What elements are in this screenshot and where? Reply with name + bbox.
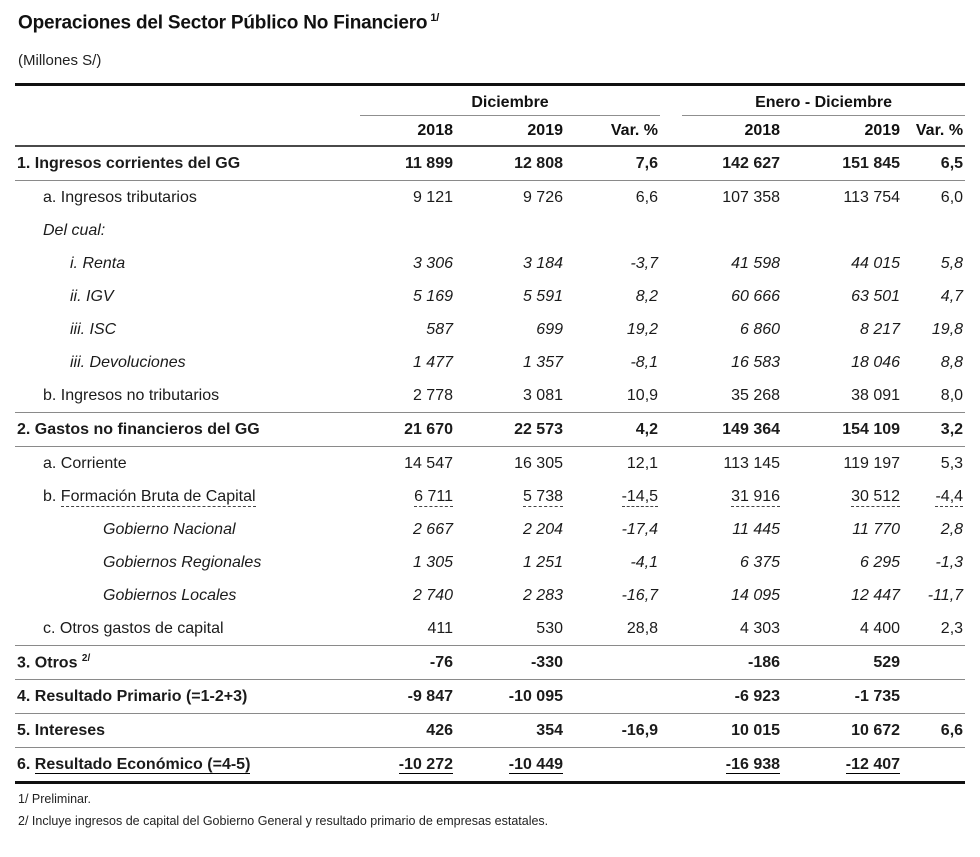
row-label: iii. Devoluciones (70, 353, 186, 371)
cell-d2019: 2 204 (522, 520, 563, 538)
table-row (15, 714, 965, 748)
cell-dvar (565, 214, 660, 247)
table-row (15, 513, 965, 546)
column-gap (660, 280, 682, 313)
cell-dvar (565, 748, 660, 783)
row-label: iii. ISC (70, 320, 117, 338)
cell-d2018: 9 121 (412, 188, 453, 206)
cell-d2018: 5 169 (412, 287, 453, 305)
footnotes (18, 792, 965, 828)
cell-d2019: -330 (455, 646, 565, 680)
cell-evar: 6,0 (940, 188, 964, 206)
cell-evar: 5,3 (940, 454, 964, 472)
cell-e2019: 8 217 (859, 320, 901, 338)
cell-e2019: 44 015 (851, 254, 901, 272)
cell-d2018: 2 667 (412, 520, 453, 538)
column-gap (660, 714, 682, 748)
cell-d2018: -76 (360, 646, 455, 680)
column-gap (660, 116, 682, 147)
table-row (15, 146, 965, 181)
cell-d2019: -10 095 (455, 680, 565, 714)
cell-d2018: 1 305 (412, 553, 453, 571)
cell-e2019: 18 046 (851, 353, 901, 371)
row-label: a. Ingresos tributarios (43, 188, 197, 206)
column-gap (660, 748, 682, 783)
cell-d2019: 1 357 (522, 353, 563, 371)
fiscal-operations-table (15, 83, 965, 784)
row-label: Gobiernos Regionales (103, 553, 262, 571)
column-gap (660, 447, 682, 481)
cell-evar: 8,8 (940, 353, 964, 371)
column-gap (660, 546, 682, 579)
row-label: c. Otros gastos de capital (15, 612, 360, 646)
cell-d2019: -10 449 (508, 755, 563, 773)
cell-e2019: 529 (782, 646, 902, 680)
column-gap (660, 646, 682, 680)
row-label: 1. Ingresos corrientes del GG (15, 146, 360, 181)
column-gap (660, 146, 682, 181)
cell-d2018 (360, 214, 455, 247)
cell-d2019: 5 591 (522, 287, 563, 305)
cell-evar: 3,2 (902, 413, 965, 447)
cell-d2019: 5 738 (522, 487, 563, 505)
column-gap (660, 413, 682, 447)
cell-d2018: -10 272 (398, 755, 453, 773)
column-group-row (15, 85, 965, 116)
row-label: Gobiernos Locales (103, 586, 237, 604)
cell-e2018 (682, 214, 782, 247)
cell-dvar: 7,6 (565, 146, 660, 181)
cell-e2018: -16 938 (725, 755, 781, 773)
cell-e2019: 119 197 (843, 454, 901, 472)
cell-e2019: -1 735 (782, 680, 902, 714)
col-header-ed-2018: 2018 (682, 116, 782, 147)
table-body (15, 146, 965, 783)
cell-dvar: 28,8 (565, 612, 660, 646)
footnote-ref: 2/ (81, 653, 91, 665)
column-gap (660, 513, 682, 546)
column-years-row (15, 116, 965, 147)
column-gap (660, 181, 682, 215)
footnote-1: 1/ Preliminar. (18, 792, 91, 807)
table-row (15, 680, 965, 714)
table-row (15, 546, 965, 579)
cell-evar: 5,8 (940, 254, 964, 272)
cell-d2019: 3 081 (455, 379, 565, 413)
cell-e2018: 16 583 (731, 353, 781, 371)
cell-evar: -1,3 (935, 553, 964, 571)
column-gap (660, 680, 682, 714)
cell-e2018: 6 860 (739, 320, 781, 338)
column-gap (660, 85, 682, 116)
table-row (15, 413, 965, 447)
cell-e2018: 6 375 (739, 553, 781, 571)
cell-e2019: 30 512 (851, 487, 901, 505)
cell-d2018: 6 711 (414, 487, 453, 505)
cell-evar: -4,4 (935, 487, 964, 505)
row-label: 4. Resultado Primario (=1-2+3) (15, 680, 360, 714)
cell-e2019: 4 400 (782, 612, 902, 646)
row-label: 5. Intereses (15, 714, 360, 748)
cell-evar (902, 646, 965, 680)
cell-d2019: 9 726 (522, 188, 563, 206)
empty-header-cell (15, 116, 360, 147)
cell-d2019: 530 (455, 612, 565, 646)
column-gap (660, 612, 682, 646)
cell-d2018: 2 778 (360, 379, 455, 413)
column-gap (660, 313, 682, 346)
row-label: 6. Resultado Económico (=4-5) (17, 755, 251, 773)
cell-d2018: 2 740 (412, 586, 453, 604)
cell-d2019: 1 251 (522, 553, 563, 571)
cell-d2019 (455, 214, 565, 247)
cell-d2018: 14 547 (404, 454, 453, 472)
cell-e2018: 35 268 (682, 379, 782, 413)
cell-dvar: 6,6 (635, 188, 659, 206)
cell-evar (902, 214, 965, 247)
cell-evar: 2,3 (902, 612, 965, 646)
cell-evar: 19,8 (931, 320, 964, 338)
cell-e2018: -6 923 (682, 680, 782, 714)
row-label: 3. Otros $^{2/}$ (15, 646, 360, 680)
cell-e2018: 107 358 (722, 188, 781, 206)
cell-dvar: -17,4 (621, 520, 659, 538)
cell-dvar: -16,7 (621, 586, 659, 604)
column-gap (660, 379, 682, 413)
cell-d2019: 22 573 (455, 413, 565, 447)
col-header-dic-var: Var. % (565, 116, 660, 147)
cell-e2019: 113 754 (843, 188, 901, 206)
cell-e2018: 11 445 (732, 520, 781, 538)
cell-d2019: 16 305 (514, 454, 563, 472)
cell-e2019: 10 672 (782, 714, 902, 748)
table-row (15, 646, 965, 680)
cell-evar: 4,7 (940, 287, 964, 305)
title-footnote-ref: 1/ (430, 12, 440, 24)
table-row (15, 612, 965, 646)
cell-e2019: 151 845 (782, 146, 902, 181)
table-row (15, 214, 965, 247)
cell-evar: 6,6 (902, 714, 965, 748)
cell-e2019: -12 407 (845, 755, 901, 773)
cell-e2018: 60 666 (731, 287, 781, 305)
cell-dvar: -14,5 (621, 487, 659, 505)
cell-evar: 2,8 (940, 520, 964, 538)
column-gap (660, 214, 682, 247)
cell-d2018: 21 670 (360, 413, 455, 447)
cell-dvar: 12,1 (626, 454, 659, 472)
cell-evar (902, 748, 965, 783)
row-label: Gobierno Nacional (103, 520, 236, 538)
cell-e2018: 113 145 (723, 454, 781, 472)
row-label: ii. IGV (70, 287, 114, 305)
cell-dvar: -8,1 (630, 353, 659, 371)
cell-e2018: 149 364 (682, 413, 782, 447)
table-row (15, 480, 965, 513)
cell-d2018: 11 899 (360, 146, 455, 181)
units-label: (Millones S/) (18, 52, 102, 70)
cell-e2019: 38 091 (782, 379, 902, 413)
cell-d2018: 426 (360, 714, 455, 748)
table-row (15, 313, 965, 346)
cell-dvar (565, 646, 660, 680)
row-label: 2. Gastos no financieros del GG (15, 413, 360, 447)
cell-e2019: 6 295 (859, 553, 901, 571)
cell-dvar (565, 680, 660, 714)
table-row (15, 346, 965, 379)
cell-e2019 (782, 214, 902, 247)
page-title (18, 12, 965, 34)
cell-e2018: 4 303 (682, 612, 782, 646)
cell-d2018: 587 (426, 320, 453, 338)
footnote-2: 2/ Incluye ingresos de capital del Gobierno General y resultado primario de empresas estatales. (18, 814, 549, 829)
col-header-ed-var: Var. % (902, 116, 965, 147)
cell-d2018: 3 306 (412, 254, 453, 272)
column-group-enero-diciembre: Enero - Diciembre (682, 85, 965, 116)
table-row (15, 181, 965, 215)
cell-dvar: -3,7 (630, 254, 659, 272)
cell-evar (902, 680, 965, 714)
row-label: i. Renta (70, 254, 126, 272)
cell-e2019: 63 501 (851, 287, 901, 305)
table-row (15, 579, 965, 612)
cell-dvar: 4,2 (565, 413, 660, 447)
row-label: b. Formación Bruta de Capital (43, 487, 256, 505)
cell-dvar: -4,1 (630, 553, 659, 571)
page-title-text: Operaciones del Sector Público No Financiero (18, 12, 428, 34)
cell-dvar: -16,9 (565, 714, 660, 748)
cell-d2019: 699 (536, 320, 563, 338)
cell-e2018: 10 015 (682, 714, 782, 748)
cell-evar: 6,5 (902, 146, 965, 181)
cell-e2019: 11 770 (852, 520, 901, 538)
cell-e2018: 31 916 (731, 487, 781, 505)
table-row (15, 247, 965, 280)
cell-d2018: 1 477 (412, 353, 453, 371)
row-label: a. Corriente (43, 454, 127, 472)
cell-d2019: 354 (455, 714, 565, 748)
cell-dvar: 19,2 (626, 320, 659, 338)
column-gap (660, 579, 682, 612)
cell-e2019: 12 447 (851, 586, 901, 604)
cell-d2019: 3 184 (522, 254, 563, 272)
cell-e2018: 14 095 (731, 586, 781, 604)
col-header-ed-2019: 2019 (782, 116, 902, 147)
table-row (15, 447, 965, 481)
cell-d2019: 12 808 (455, 146, 565, 181)
cell-dvar: 10,9 (565, 379, 660, 413)
cell-e2018: 41 598 (731, 254, 781, 272)
cell-d2018: 411 (360, 612, 455, 646)
cell-d2019: 2 283 (522, 586, 563, 604)
col-header-dic-2018: 2018 (360, 116, 455, 147)
cell-dvar: 8,2 (635, 287, 659, 305)
empty-header-cell (15, 85, 360, 116)
col-header-dic-2019: 2019 (455, 116, 565, 147)
column-gap (660, 480, 682, 513)
row-label: Del cual: (43, 221, 106, 239)
cell-evar: -11,7 (927, 586, 964, 604)
cell-evar: 8,0 (902, 379, 965, 413)
cell-e2018: 142 627 (682, 146, 782, 181)
table-row (15, 748, 965, 783)
column-gap (660, 247, 682, 280)
row-label: b. Ingresos no tributarios (15, 379, 360, 413)
cell-e2019: 154 109 (782, 413, 902, 447)
cell-d2018: -9 847 (360, 680, 455, 714)
column-gap (660, 346, 682, 379)
cell-e2018: -186 (682, 646, 782, 680)
table-row (15, 280, 965, 313)
column-group-diciembre: Diciembre (360, 85, 660, 116)
table-row (15, 379, 965, 413)
